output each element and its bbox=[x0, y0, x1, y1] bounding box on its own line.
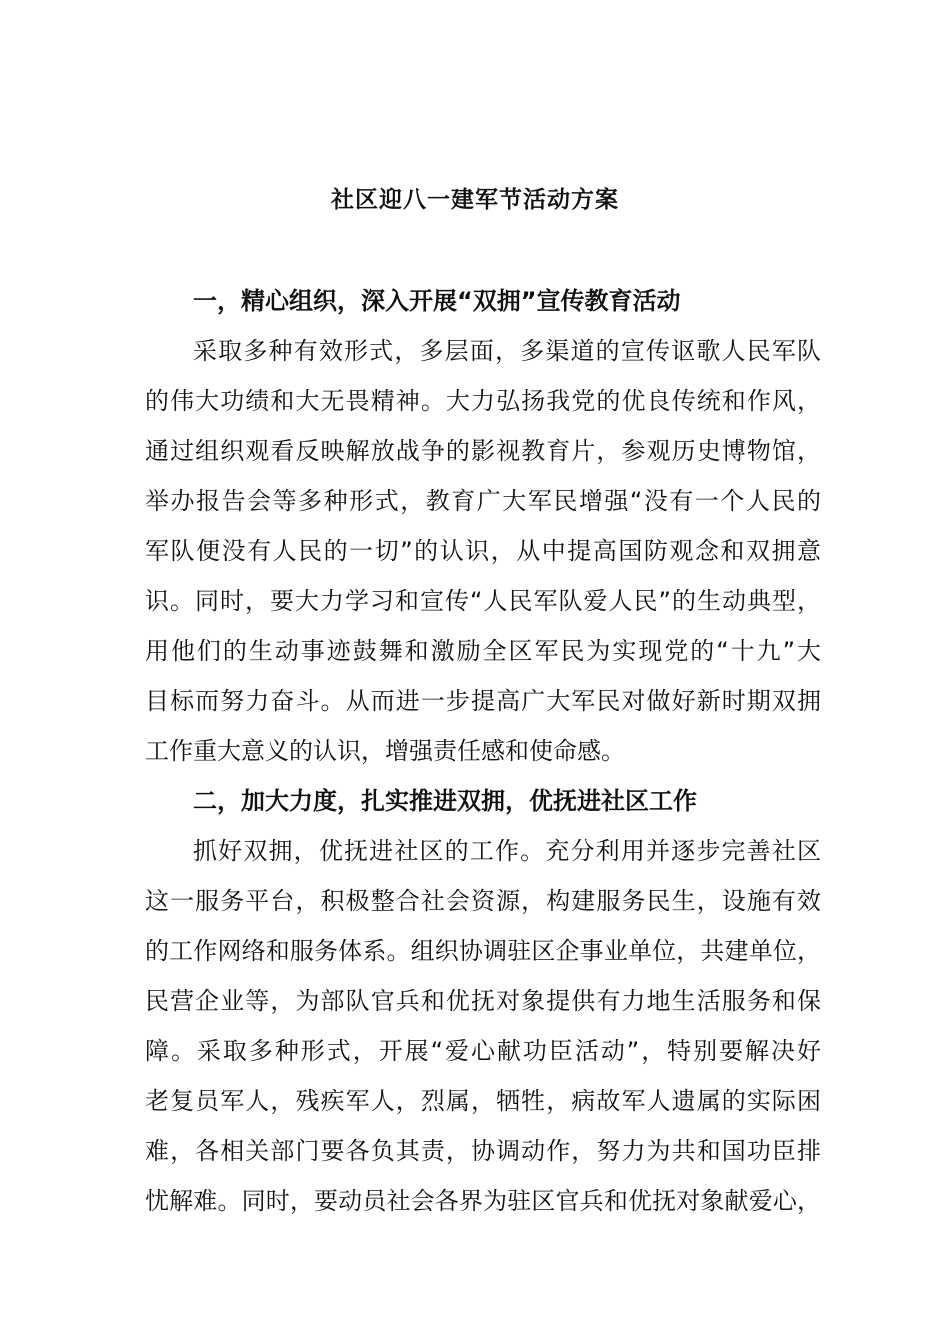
paragraph-line: 抓好双拥，优抚进社区的工作。充分利用并逐步完善社区 bbox=[193, 837, 821, 865]
paragraph-line: 的工作网络和服务体系。组织协调驻区企事业单位，共建单位， bbox=[145, 937, 821, 965]
paragraph-line: 这一服务平台，积极整合社会资源，构建服务民生，设施有效 bbox=[145, 887, 821, 915]
paragraph-line: 难，各相关部门要各负其责，协调动作，努力为共和国功臣排 bbox=[145, 1137, 821, 1165]
document-body bbox=[145, 276, 821, 1226]
paragraph-line: 民营企业等，为部队官兵和优抚对象提供有力地生活服务和保 bbox=[145, 987, 821, 1015]
document-title: 社区迎八一建军节活动方案 bbox=[331, 187, 619, 213]
paragraph-line: 通过组织观看反映解放战争的影视教育片，参观历史博物馆， bbox=[145, 437, 821, 465]
paragraph-line: 识。同时，要大力学习和宣传“人民军队爱人民”的生动典型， bbox=[145, 587, 821, 615]
paragraph-line: 目标而努力奋斗。从而进一步提高广大军民对做好新时期双拥 bbox=[145, 687, 821, 715]
paragraph-line: 用他们的生动事迹鼓舞和激励全区军民为实现党的“十九”大 bbox=[145, 637, 821, 665]
paragraph-line: 采取多种有效形式，多层面，多渠道的宣传讴歌人民军队 bbox=[193, 337, 821, 365]
section-heading-1: 一，精心组织，深入开展“双拥”宣传教育活动 bbox=[193, 287, 681, 315]
paragraph-line: 举办报告会等多种形式，教育广大军民增强“没有一个人民的 bbox=[145, 487, 821, 515]
paragraph-line: 工作重大意义的认识，增强责任感和使命感。 bbox=[145, 737, 625, 765]
paragraph-line: 忧解难。同时，要动员社会各界为驻区官兵和优抚对象献爱心， bbox=[145, 1187, 821, 1215]
paragraph-line: 障。采取多种形式，开展“爱心献功臣活动”，特别要解决好 bbox=[145, 1037, 821, 1065]
paragraph-line: 的伟大功绩和大无畏精神。大力弘扬我党的优良传统和作风， bbox=[145, 387, 821, 415]
section-heading-2: 二，加大力度，扎实推进双拥，优抚进社区工作 bbox=[193, 787, 697, 815]
paragraph-line: 军队便没有人民的一切”的认识，从中提高国防观念和双拥意 bbox=[145, 537, 821, 565]
paragraph-line: 老复员军人，残疾军人，烈属，牺牲，病故军人遗属的实际困 bbox=[145, 1087, 821, 1115]
